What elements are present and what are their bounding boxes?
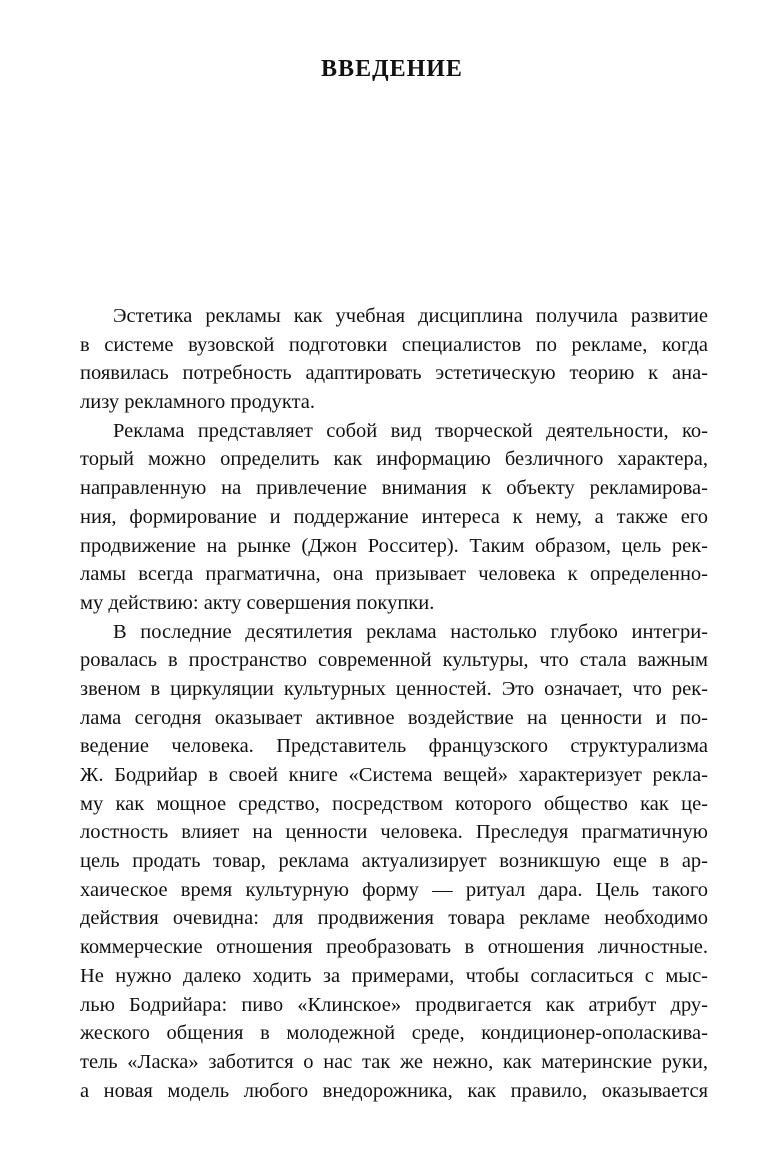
text-line: В последние десятилетия реклама настолько глубоко интегри- bbox=[113, 620, 708, 643]
text-line: му действию: акту совершения покупки. bbox=[80, 591, 435, 614]
text-line: Эстетика рекламы как учебная дисциплина получила развитие bbox=[113, 305, 708, 327]
text-line: в системе вузовской подготовки специалистов по рекламе, когда bbox=[80, 333, 708, 356]
text-line: звеном в циркуляции культурных ценностей. Это означает, что рек- bbox=[80, 677, 708, 700]
text-line: ламы всегда прагматична, она призывает человека к определенно- bbox=[80, 563, 708, 586]
text-line: лама сегодня оказывает активное воздействие на ценности и по- bbox=[80, 706, 708, 729]
text-line: хаическое время культурную форму — ритуал дара. Цель такого bbox=[80, 878, 708, 901]
body-text bbox=[80, 302, 708, 1105]
text-line: Реклама представляет собой вид творческой деятельности, ко- bbox=[113, 419, 708, 442]
text-line: жеского общения в молодежной среде, кондиционер-ополаскива- bbox=[80, 1022, 708, 1045]
text-line: ровалась в пространство современной культуры, что стала важным bbox=[80, 649, 708, 672]
text-line: коммерческие отношения преобразовать в отношения личностные. bbox=[80, 936, 708, 959]
text-line: Не нужно далеко ходить за примерами, чтобы согласиться с мыс- bbox=[80, 964, 708, 987]
chapter-heading: ВВЕДЕНИЕ bbox=[321, 56, 463, 82]
text-line: ведение человека. Представитель французского структурализма bbox=[80, 735, 708, 758]
text-line: появилась потребность адаптировать эстетическую теорию к ана- bbox=[80, 362, 708, 385]
text-line: Ж. Бодрийар в своей книге «Система вещей» характеризует рекла- bbox=[80, 764, 708, 786]
text-line: лостность влияет на ценности человека. Преследуя прагматичную bbox=[80, 821, 708, 844]
text-line: тель «Ласка» заботится о нас так же нежно, как материнские руки, bbox=[80, 1050, 708, 1073]
text-line: продвижение на рынке (Джон Росситер). Таким образом, цель рек- bbox=[80, 534, 708, 557]
text-line: му как мощное средство, посредством которого общество как це- bbox=[80, 792, 708, 815]
text-line: торый можно определить как информацию безличного характера, bbox=[80, 448, 708, 471]
text-line: цель продать товар, реклама актуализирует возникшую еще в ар- bbox=[80, 850, 708, 873]
text-line: лизу рекламного продукта. bbox=[80, 391, 316, 414]
text-line: а новая модель любого внедорожника, как правило, оказывается bbox=[80, 1079, 708, 1102]
text-line: действия очевидна: для продвижения товара рекламе необходимо bbox=[80, 907, 708, 930]
text-line: ния, формирование и поддержание интереса к нему, а также его bbox=[80, 505, 708, 528]
text-line: лью Бодрийара: пиво «Клинское» продвигается как атрибут дру- bbox=[80, 993, 708, 1016]
text-line: направленную на привлечение внимания к объекту рекламирова- bbox=[80, 477, 708, 500]
